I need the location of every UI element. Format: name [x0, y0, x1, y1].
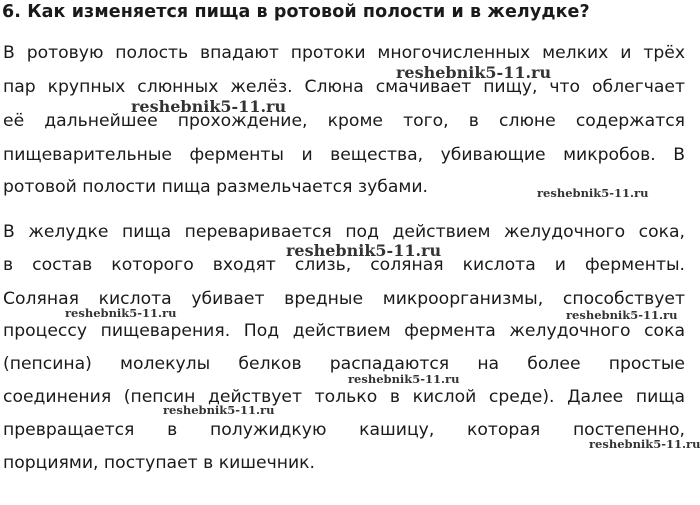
- paragraph-1-line-5: ротовой полости пища размельчается зубами.: [3, 177, 428, 197]
- watermark: reshebnik5-11.ru: [566, 308, 678, 322]
- paragraph-2-line-4: процессу пищеварения. Под действием фермента желудочного сока: [3, 321, 685, 341]
- watermark: reshebnik5-11.ru: [348, 372, 460, 386]
- paragraph-2-line-5: (пепсина) молекулы белков распадаются на более простые: [3, 354, 685, 374]
- paragraph-1-line-4: пищеварительные ферменты и вещества, убивающие микробов. В: [3, 145, 685, 165]
- paragraph-1-line-2: пар крупных слюнных желёз. Слюна смачивает пищу, что облегчает: [3, 77, 685, 97]
- watermark: reshebnik5-11.ru: [396, 63, 552, 82]
- paragraph-2-line-1: В желудке пища переваривается под действием желудочного сока,: [3, 222, 685, 242]
- watermark: reshebnik5-11.ru: [537, 186, 649, 200]
- watermark: reshebnik5-11.ru: [131, 97, 287, 116]
- watermark: reshebnik5-11.ru: [286, 241, 442, 260]
- paragraph-2-line-3: Соляная кислота убивает вредные микроорганизмы, способствует: [3, 289, 685, 309]
- question-heading: 6. Как изменяется пища в ротовой полости и в желудке?: [2, 2, 590, 22]
- paragraph-2-line-8: порциями, поступает в кишечник.: [3, 453, 315, 473]
- watermark: reshebnik5-11.ru: [163, 403, 275, 417]
- paragraph-2-line-7: превращается в полужидкую кашицу, которая постепенно,: [3, 420, 685, 440]
- watermark: reshebnik5-11.ru: [65, 306, 177, 320]
- paragraph-1-line-3: её дальнейшее прохождение, кроме того, в слюне содержатся: [3, 111, 685, 131]
- paragraph-2-line-6: соединения (пепсин действует только в кислой среде). Далее пища: [3, 387, 685, 407]
- paragraph-1-line-1: В ротовую полость впадают протоки многочисленных мелких и трёх: [3, 43, 685, 63]
- paragraph-2-line-2: в состав которого входят слизь, соляная кислота и ферменты.: [3, 255, 685, 275]
- watermark: reshebnik5-11.ru: [589, 437, 700, 451]
